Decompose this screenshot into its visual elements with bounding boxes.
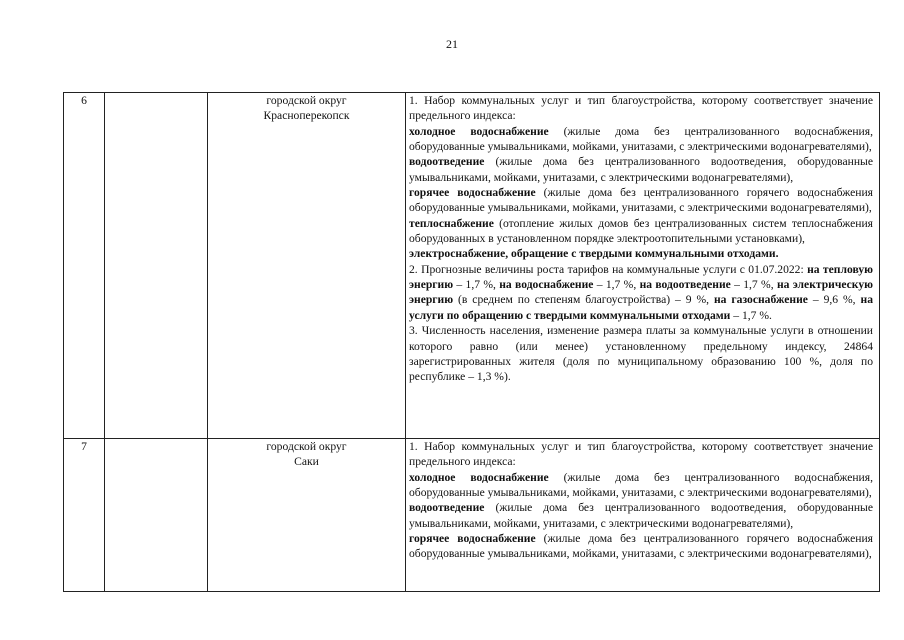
tariff-table bbox=[63, 92, 880, 592]
service-drainage bbox=[409, 500, 873, 531]
municipality-type: городской округ bbox=[266, 94, 347, 107]
service-text: (жилые дома без централизованного водоснабжения, оборудованные умывальниками, мойками, унитазами, с электрическими водонагревателями), bbox=[409, 124, 873, 154]
section-2-heading: 2. Прогнозные величины роста тарифов на коммунальные услуги с 01.07.2022: bbox=[409, 262, 804, 276]
tariff-label: на водоснабжение bbox=[499, 278, 594, 292]
section-2-tariffs bbox=[409, 262, 873, 323]
tariff-label: газоснабжение bbox=[731, 293, 808, 307]
service-label: обращение с твердыми коммунальными отходами bbox=[511, 247, 776, 261]
service-cold-water bbox=[409, 470, 873, 501]
tariff-value: – 1,7 %, bbox=[453, 278, 500, 292]
period: . bbox=[775, 247, 779, 261]
separator: , bbox=[505, 247, 512, 261]
service-text: (отопление жилых домов без централизованных систем теплоснабжения оборудованных в установленном порядке электроотопительными установками), bbox=[409, 216, 873, 246]
tariff-label: на тепловую энергию bbox=[409, 262, 873, 292]
municipality-name: Красноперекопск bbox=[263, 109, 350, 123]
tariff-label: на bbox=[713, 293, 727, 307]
section-3-population: 3. Численность населения, изменение размера платы за коммунальные услуги в отношении которого равно (или менее) установленному предельному индексу, 24864 зарегистрированных жителя (доля по муниципальному образованию 100 %, доля по республике – 1,3 %). bbox=[409, 324, 873, 384]
row-number: 7 bbox=[64, 439, 105, 592]
description-clip bbox=[409, 439, 873, 591]
service-label: холодное водоснабжение bbox=[409, 124, 549, 138]
tariff-value: – 1,7 %, bbox=[593, 278, 640, 292]
table-row bbox=[64, 439, 880, 592]
service-drainage bbox=[409, 154, 873, 185]
service-text: (жилые дома без централизованного водоснабжения, оборудованные умывальниками, мойками, унитазами, с электрическими водонагревателями), bbox=[409, 470, 873, 500]
service-label: горячее водоснабжение bbox=[409, 532, 536, 546]
municipality-type: городской округ bbox=[266, 440, 347, 453]
description-cell bbox=[406, 93, 880, 439]
tariff-label: на водоотведение bbox=[639, 278, 731, 292]
section-1-heading: 1. Набор коммунальных услуг и тип благоустройства, которому соответствует значение предельного индекса: bbox=[409, 440, 873, 469]
municipality-name: Саки bbox=[294, 455, 319, 469]
tariff-value: – 1,7 %. bbox=[730, 308, 772, 322]
description-cell bbox=[406, 439, 880, 592]
service-text: (жилые дома без централизованного горячего водоснабжения оборудованные умывальниками, мойками, унитазами, с электрическими водонагревателями), bbox=[409, 532, 873, 561]
service-label: водоотведение bbox=[409, 155, 485, 169]
service-label: электроснабжение bbox=[409, 247, 506, 261]
service-heating bbox=[409, 216, 873, 247]
table-row bbox=[64, 93, 880, 439]
tariff-value: – 1,7 %, bbox=[730, 278, 774, 292]
tariff-label: на электрическую энергию bbox=[409, 278, 873, 307]
service-text: (жилые дома без централизованного горячего водоснабжения оборудованные умывальниками, мойками, унитазами, с электрическими водонагревателями), bbox=[409, 186, 873, 215]
tariff-label: на услуги по обращению с твердыми коммунальными отходами bbox=[409, 293, 873, 322]
service-hot-water bbox=[409, 185, 873, 216]
service-label: холодное водоснабжение bbox=[409, 470, 549, 484]
empty-cell bbox=[105, 439, 208, 592]
tariff-value: – 9,6 %, bbox=[807, 293, 861, 307]
section-1-heading: 1. Набор коммунальных услуг и тип благоустройства, которому соответствует значение предельного индекса: bbox=[409, 94, 873, 123]
service-text: (жилые дома без централизованного водоотведения, оборудованные умывальниками, мойками, унитазами, с электрическими водонагревателями), bbox=[409, 155, 873, 184]
page-number: 21 bbox=[446, 37, 458, 51]
service-electricity-waste bbox=[409, 246, 873, 261]
service-text: (жилые дома без централизованного водоотведения, оборудованные умывальниками, мойками, унитазами, с электрическими водонагревателями), bbox=[409, 501, 873, 530]
service-label: теплоснабжение bbox=[409, 216, 494, 230]
row-number: 6 bbox=[64, 93, 105, 439]
tariff-value: (в среднем по степеням благоустройства) – 9 %, bbox=[453, 293, 714, 307]
municipality-cell bbox=[208, 93, 406, 439]
municipality-cell bbox=[208, 439, 406, 592]
service-label: водоотведение bbox=[409, 501, 485, 515]
empty-cell bbox=[105, 93, 208, 439]
service-label: горячее водоснабжение bbox=[409, 186, 536, 200]
service-cold-water bbox=[409, 124, 873, 155]
service-hot-water bbox=[409, 531, 873, 562]
